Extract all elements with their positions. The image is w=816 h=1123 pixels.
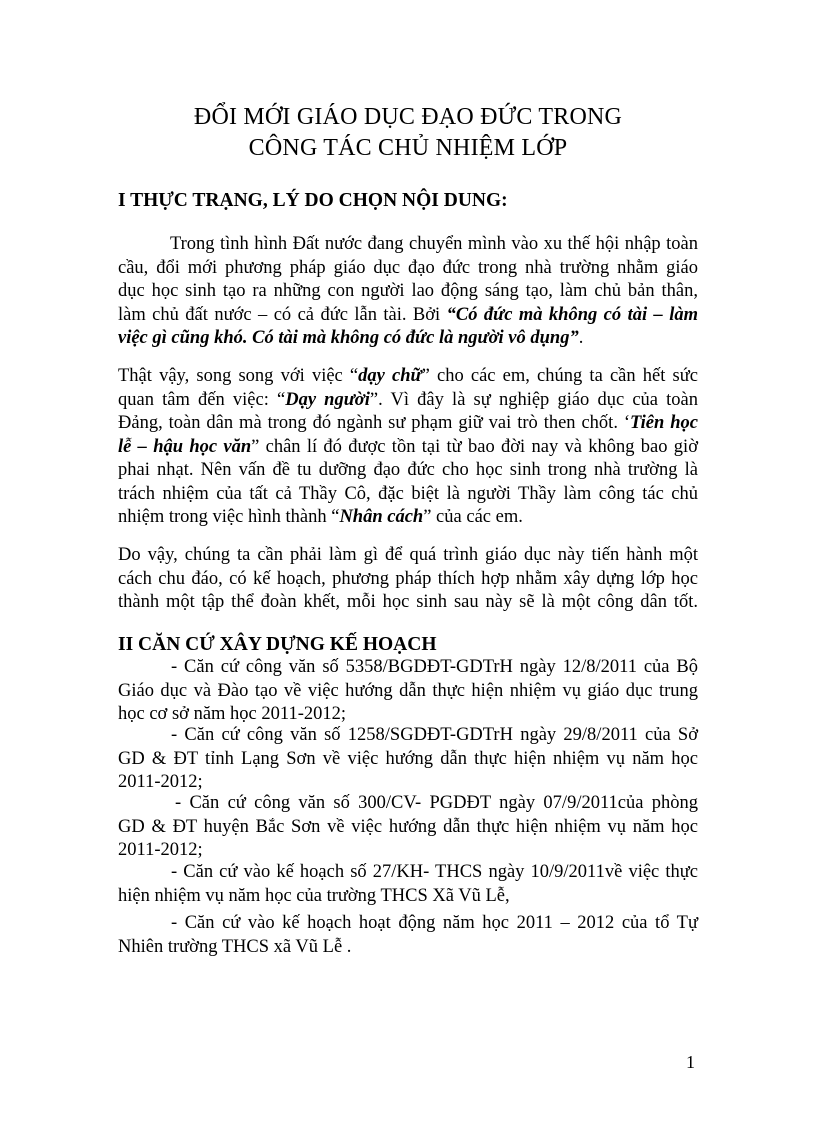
paragraph-text: Thật vậy, song song với việc “ xyxy=(118,366,359,386)
basis-line: 2011-2012; xyxy=(118,840,203,860)
emphasis-text: lễ – hậu học văn xyxy=(118,436,252,457)
paragraph-text: nhiệm trong việc hình thành “ xyxy=(118,507,340,527)
basis-item-4 xyxy=(118,861,698,908)
paragraph-line xyxy=(118,365,698,389)
basis-line: - Căn cứ công văn số 300/CV- PGDĐT ngày 07/9/2011của phòng xyxy=(175,793,698,813)
document-title-line-2: CÔNG TÁC CHỦ NHIỆM LỚP xyxy=(248,135,568,161)
section-2-heading: II CĂN CỨ XÂY DỰNG KẾ HOẠCH xyxy=(118,634,437,655)
paragraph-text: ” chân lí đó được tồn tại từ bao đời nay và không bao giờ xyxy=(251,436,698,457)
basis-line: - Căn cứ vào kế hoạch số 27/KH- THCS ngày 10/9/2011về việc thực xyxy=(171,862,698,882)
section-1-heading: I THỰC TRẠNG, LÝ DO CHỌN NỘI DUNG: xyxy=(118,190,508,211)
paragraph-text: ” của các em. xyxy=(423,507,523,527)
paragraph-line xyxy=(118,436,698,460)
paragraph-line: dục học sinh tạo ra những con người lao động sáng tạo, làm chủ bản thân, xyxy=(118,281,698,301)
document-title-line-1: ĐỔI MỚI GIÁO DỤC ĐẠO ĐỨC TRONG xyxy=(193,104,623,130)
paragraph-line xyxy=(118,327,698,351)
paragraph-line: thành một tập thể đoàn khết, mỗi học sinh sau này sẽ là một công dân tốt. xyxy=(118,592,698,612)
paragraph-line: phai nhạt. Nên vấn đề tu dưỡng đạo đức cho học sinh trong nhà trường là xyxy=(118,460,698,480)
paragraph-line: cầu, đổi mới phương pháp giáo dục đạo đức trong nhà trường nhằm giáo xyxy=(118,257,698,278)
emphasis-text: Nhân cách xyxy=(339,507,424,527)
basis-line: 2011-2012; xyxy=(118,772,203,792)
basis-item-5 xyxy=(118,912,698,959)
basis-line: - Căn cứ công văn số 5358/BGDĐT-GDTrH ngày 12/8/2011 của Bộ xyxy=(171,657,698,677)
paragraph-text: ” cho các em, chúng ta cần hết sức xyxy=(421,366,698,386)
quote-text: “Có đức mà không có tài – làm xyxy=(446,304,698,325)
basis-line: - Căn cứ công văn số 1258/SGDĐT-GDTrH ngày 29/8/2011 của Sở xyxy=(171,725,698,745)
emphasis-text: dạy chữ xyxy=(358,366,422,386)
basis-line: hiện nhiệm vụ năm học của trường THCS Xã Vũ Lễ, xyxy=(118,885,510,906)
paragraph-line xyxy=(118,389,698,413)
basis-line: Nhiên trường THCS xã Vũ Lễ . xyxy=(118,936,352,957)
paragraph-line: Trong tình hình Đất nước đang chuyển mình vào xu thế hội nhập toàn xyxy=(170,234,698,254)
paragraph-line xyxy=(118,412,698,436)
basis-item-1 xyxy=(118,656,698,727)
basis-line: học cơ sở năm học 2011-2012; xyxy=(118,704,346,724)
paragraph-context xyxy=(118,233,698,351)
paragraph-line: cách chu đáo, có kế hoạch, phương pháp thích hợp nhằm xây dựng lớp học xyxy=(118,568,698,589)
paragraph-text: . xyxy=(578,328,584,348)
paragraph-line xyxy=(118,304,698,328)
basis-line: GD & ĐT huyện Bắc Sơn về việc hướng dẫn thực hiện nhiệm vụ năm học xyxy=(118,816,698,837)
basis-line: Giáo dục và Đào tạo về việc hướng dẫn thực hiện nhiệm vụ giáo dục trung xyxy=(118,680,698,701)
basis-line: - Căn cứ vào kế hoạch hoạt động năm học 2011 – 2012 của tổ Tự xyxy=(171,913,698,933)
paragraph-text: làm chủ đất nước – có cả đức lẫn tài. Bởi xyxy=(118,304,447,325)
basis-item-2 xyxy=(118,724,698,795)
paragraph-line xyxy=(118,506,698,530)
emphasis-text: Tiên học xyxy=(630,413,698,433)
paragraph-text: quan tâm đến việc: “ xyxy=(118,389,286,410)
quote-text: việc gì cũng khó. Có tài mà không có đức là người vô dụng” xyxy=(118,328,579,348)
paragraph-importance xyxy=(118,365,698,530)
paragraph-text: Đảng, toàn dân mà trong đó ngành sư phạm giữ vai trò then chốt. ‘ xyxy=(118,413,631,433)
paragraph-line: Do vậy, chúng ta cần phải làm gì để quá trình giáo dục này tiến hành một xyxy=(118,545,698,565)
basis-line: GD & ĐT tỉnh Lạng Sơn về việc hướng dẫn thực hiện nhiệm vụ năm học xyxy=(118,748,698,769)
paragraph-conclusion xyxy=(118,544,698,615)
paragraph-text: ”. Vì đây là sự nghiệp giáo dục của toàn xyxy=(369,389,698,410)
paragraph-line: trách nhiệm của tất cả Thầy Cô, đặc biệt là người Thầy làm công tác chủ xyxy=(118,483,698,504)
emphasis-text: Dạy người xyxy=(285,389,370,410)
page-number: 1 xyxy=(686,1052,695,1072)
basis-item-3 xyxy=(118,792,698,863)
